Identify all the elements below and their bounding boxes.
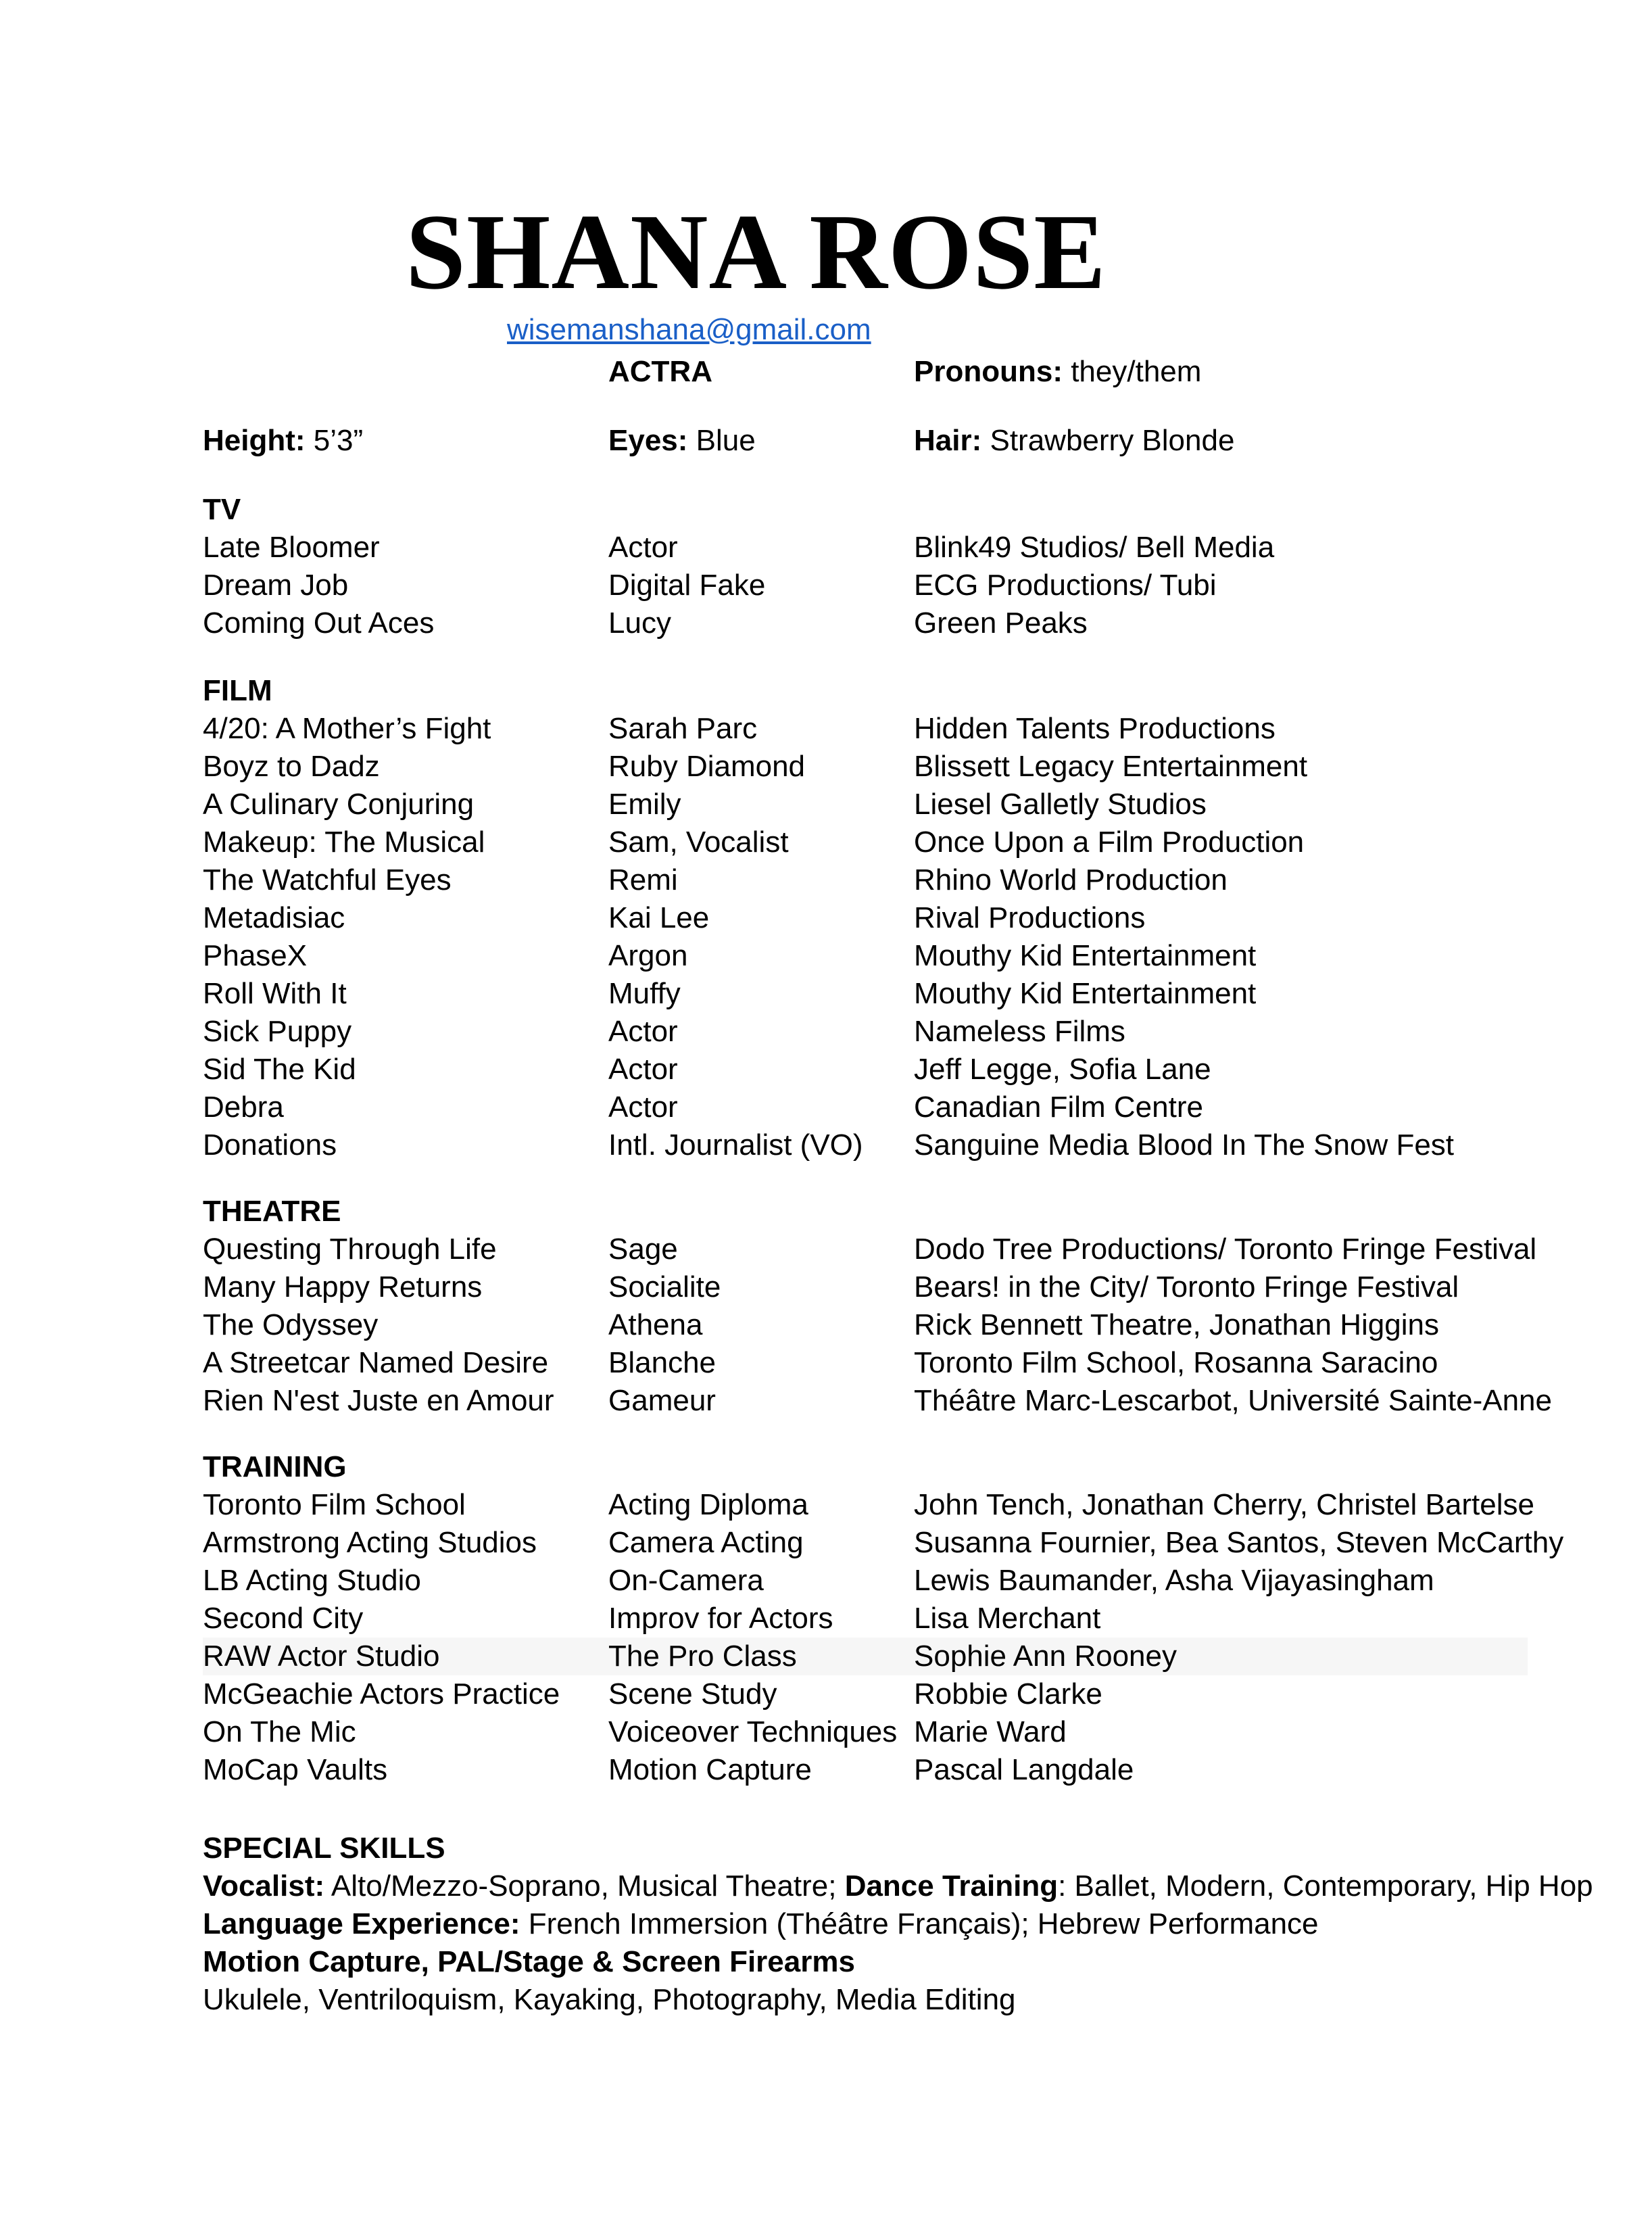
union-text: ACTRA <box>608 355 712 388</box>
training-row <box>203 1600 1528 1638</box>
company-cell: Mouthy Kid Entertainment <box>914 939 1257 972</box>
mocap-line: Motion Capture, PAL/Stage & Screen Firearms <box>203 1945 855 1978</box>
theatre-credit-row <box>203 1382 1552 1420</box>
tv-credit-row <box>203 529 1528 567</box>
role-cell: Blanche <box>608 1346 716 1379</box>
company-cell: Susanna Fournier, Bea Santos, Steven McCarthy <box>914 1526 1564 1559</box>
title-cell: Debra <box>203 1091 284 1124</box>
title-cell: Toronto Film School <box>203 1488 466 1521</box>
company-cell: Pascal Langdale <box>914 1753 1134 1786</box>
company-cell: Bears! in the City/ Toronto Fringe Festival <box>914 1270 1459 1304</box>
resume-name: SHANA ROSE <box>406 191 1107 312</box>
title-cell: A Culinary Conjuring <box>203 788 475 821</box>
section-heading-skills: SPECIAL SKILLS <box>203 1832 445 1865</box>
role-cell: Athena <box>608 1308 703 1341</box>
title-cell: Many Happy Returns <box>203 1270 483 1304</box>
title-cell: The Odyssey <box>203 1308 379 1341</box>
training-row <box>203 1562 1528 1600</box>
role-cell: Sam, Vocalist <box>608 826 789 859</box>
company-cell: ECG Productions/ Tubi <box>914 569 1217 602</box>
title-cell: Dream Job <box>203 569 349 602</box>
company-cell: Sanguine Media Blood In The Snow Fest <box>914 1128 1455 1162</box>
role-cell: Actor <box>608 1053 678 1086</box>
vocalist-value: Alto/Mezzo-Soprano, Musical Theatre; <box>324 1869 845 1903</box>
role-cell: Gameur <box>608 1384 716 1417</box>
title-cell: Metadisiac <box>203 901 345 934</box>
role-cell: Actor <box>608 1091 678 1124</box>
skills-vocal-dance <box>203 1867 1593 1905</box>
pronouns-value: they/them <box>1062 355 1202 388</box>
film-credit-row <box>203 937 1528 975</box>
email-link[interactable]: wisemanshana@gmail.com <box>507 313 871 346</box>
role-cell: The Pro Class <box>608 1640 797 1673</box>
role-cell: Socialite <box>608 1270 721 1304</box>
film-credit-row <box>203 861 1528 899</box>
tv-credit-row <box>203 567 1528 604</box>
title-cell: Coming Out Aces <box>203 606 435 640</box>
title-cell: Donations <box>203 1128 337 1162</box>
skills-mocap <box>203 1943 855 1981</box>
hair-value: Strawberry Blonde <box>981 424 1235 457</box>
title-cell: A Streetcar Named Desire <box>203 1346 549 1379</box>
company-cell: Robbie Clarke <box>914 1677 1102 1711</box>
section-heading-training: TRAINING <box>203 1450 347 1483</box>
skills-misc: Ukulele, Ventriloquism, Kayaking, Photography, Media Editing <box>203 1983 1016 2016</box>
film-credit-row <box>203 823 1528 861</box>
pronouns <box>914 353 1201 391</box>
role-cell: Emily <box>608 788 681 821</box>
company-cell: Nameless Films <box>914 1015 1125 1048</box>
training-row <box>203 1638 1528 1675</box>
title-cell: McGeachie Actors Practice <box>203 1677 560 1711</box>
company-cell: Green Peaks <box>914 606 1088 640</box>
film-credit-row <box>203 1013 1528 1051</box>
company-cell: Once Upon a Film Production <box>914 826 1305 859</box>
company-cell: Jeff Legge, Sofia Lane <box>914 1053 1211 1086</box>
film-credit-row <box>203 1089 1528 1126</box>
height-value: 5’3” <box>305 424 364 457</box>
dance-label: Dance Training <box>844 1869 1059 1903</box>
role-cell: Argon <box>608 939 688 972</box>
role-cell: Remi <box>608 863 678 897</box>
theatre-credit-row <box>203 1268 1528 1306</box>
title-cell: Sid The Kid <box>203 1053 356 1086</box>
film-credit-row <box>203 1051 1528 1089</box>
title-cell: Armstrong Acting Studios <box>203 1526 537 1559</box>
section-heading-film: FILM <box>203 674 272 707</box>
company-cell: Toronto Film School, Rosanna Saracino <box>914 1346 1438 1379</box>
company-cell: Lewis Baumander, Asha Vijayasingham <box>914 1564 1434 1597</box>
company-cell: Sophie Ann Rooney <box>914 1640 1177 1673</box>
company-cell: Lisa Merchant <box>914 1602 1101 1635</box>
hair-label: Hair: <box>914 424 982 457</box>
theatre-credit-row <box>203 1344 1528 1382</box>
training-row <box>203 1751 1528 1789</box>
theatre-credit-row <box>203 1231 1537 1268</box>
language-label: Language Experience: <box>203 1907 520 1940</box>
film-credit-row <box>203 748 1528 786</box>
role-cell: Lucy <box>608 606 671 640</box>
role-cell: Acting Diploma <box>608 1488 808 1521</box>
film-credit-row <box>203 899 1528 937</box>
role-cell: Digital Fake <box>608 569 766 602</box>
film-credit-row <box>203 786 1528 823</box>
role-cell: Camera Acting <box>608 1526 804 1559</box>
company-cell: Canadian Film Centre <box>914 1091 1203 1124</box>
title-cell: On The Mic <box>203 1715 356 1748</box>
film-credit-row <box>203 1126 1528 1164</box>
hair <box>914 422 1234 460</box>
skills-language <box>203 1905 1319 1943</box>
title-cell: LB Acting Studio <box>203 1564 421 1597</box>
role-cell: Scene Study <box>608 1677 777 1711</box>
eyes-label: Eyes: <box>608 424 688 457</box>
title-cell: Sick Puppy <box>203 1015 352 1048</box>
role-cell: Muffy <box>608 977 681 1010</box>
company-cell: Blissett Legacy Entertainment <box>914 750 1308 783</box>
company-cell: Mouthy Kid Entertainment <box>914 977 1257 1010</box>
role-cell: Sarah Parc <box>608 712 758 745</box>
role-cell: Sage <box>608 1233 678 1266</box>
role-cell: Actor <box>608 531 678 564</box>
role-cell: Improv for Actors <box>608 1602 833 1635</box>
title-cell: RAW Actor Studio <box>203 1640 440 1673</box>
section-heading-theatre: THEATRE <box>203 1195 341 1228</box>
height <box>203 422 363 460</box>
eyes <box>608 422 756 460</box>
company-cell: Rick Bennett Theatre, Jonathan Higgins <box>914 1308 1439 1341</box>
company-cell: Hidden Talents Productions <box>914 712 1276 745</box>
dance-value: : Ballet, Modern, Contemporary, Hip Hop <box>1058 1869 1593 1903</box>
title-cell: Rien N'est Juste en Amour <box>203 1384 554 1417</box>
title-cell: Boyz to Dadz <box>203 750 380 783</box>
role-cell: On-Camera <box>608 1564 764 1597</box>
company-cell: Théâtre Marc-Lescarbot, Université Sainte-Anne <box>914 1384 1552 1417</box>
company-cell: Blink49 Studios/ Bell Media <box>914 531 1275 564</box>
title-cell: Questing Through Life <box>203 1233 497 1266</box>
film-credit-row <box>203 710 1528 748</box>
role-cell: Voiceover Techniques <box>608 1715 898 1748</box>
role-cell: Kai Lee <box>608 901 710 934</box>
company-cell: Rhino World Production <box>914 863 1228 897</box>
tv-credit-row <box>203 604 1528 642</box>
film-credit-row <box>203 975 1528 1013</box>
title-cell: Makeup: The Musical <box>203 826 485 859</box>
union-label <box>608 353 712 391</box>
training-row <box>203 1713 1528 1751</box>
theatre-credit-row <box>203 1306 1528 1344</box>
title-cell: Second City <box>203 1602 364 1635</box>
language-value: French Immersion (Théâtre Français); Hebrew Performance <box>520 1907 1319 1940</box>
role-cell: Actor <box>608 1015 678 1048</box>
company-cell: John Tench, Jonathan Cherry, Christel Bartelse <box>914 1488 1534 1521</box>
company-cell: Liesel Galletly Studios <box>914 788 1207 821</box>
training-row <box>203 1486 1534 1524</box>
role-cell: Intl. Journalist (VO) <box>608 1128 863 1162</box>
company-cell: Marie Ward <box>914 1715 1067 1748</box>
title-cell: 4/20: A Mother’s Fight <box>203 712 491 745</box>
title-cell: The Watchful Eyes <box>203 863 452 897</box>
pronouns-label: Pronouns: <box>914 355 1063 388</box>
title-cell: Roll With It <box>203 977 347 1010</box>
vocalist-label: Vocalist: <box>203 1869 325 1903</box>
title-cell: PhaseX <box>203 939 308 972</box>
training-row <box>203 1524 1564 1562</box>
role-cell: Motion Capture <box>608 1753 812 1786</box>
title-cell: Late Bloomer <box>203 531 380 564</box>
training-row <box>203 1675 1528 1713</box>
role-cell: Ruby Diamond <box>608 750 806 783</box>
title-cell: MoCap Vaults <box>203 1753 388 1786</box>
company-cell: Dodo Tree Productions/ Toronto Fringe Festival <box>914 1233 1537 1266</box>
height-label: Height: <box>203 424 306 457</box>
company-cell: Rival Productions <box>914 901 1146 934</box>
section-heading-tv: TV <box>203 493 241 526</box>
eyes-value: Blue <box>687 424 756 457</box>
